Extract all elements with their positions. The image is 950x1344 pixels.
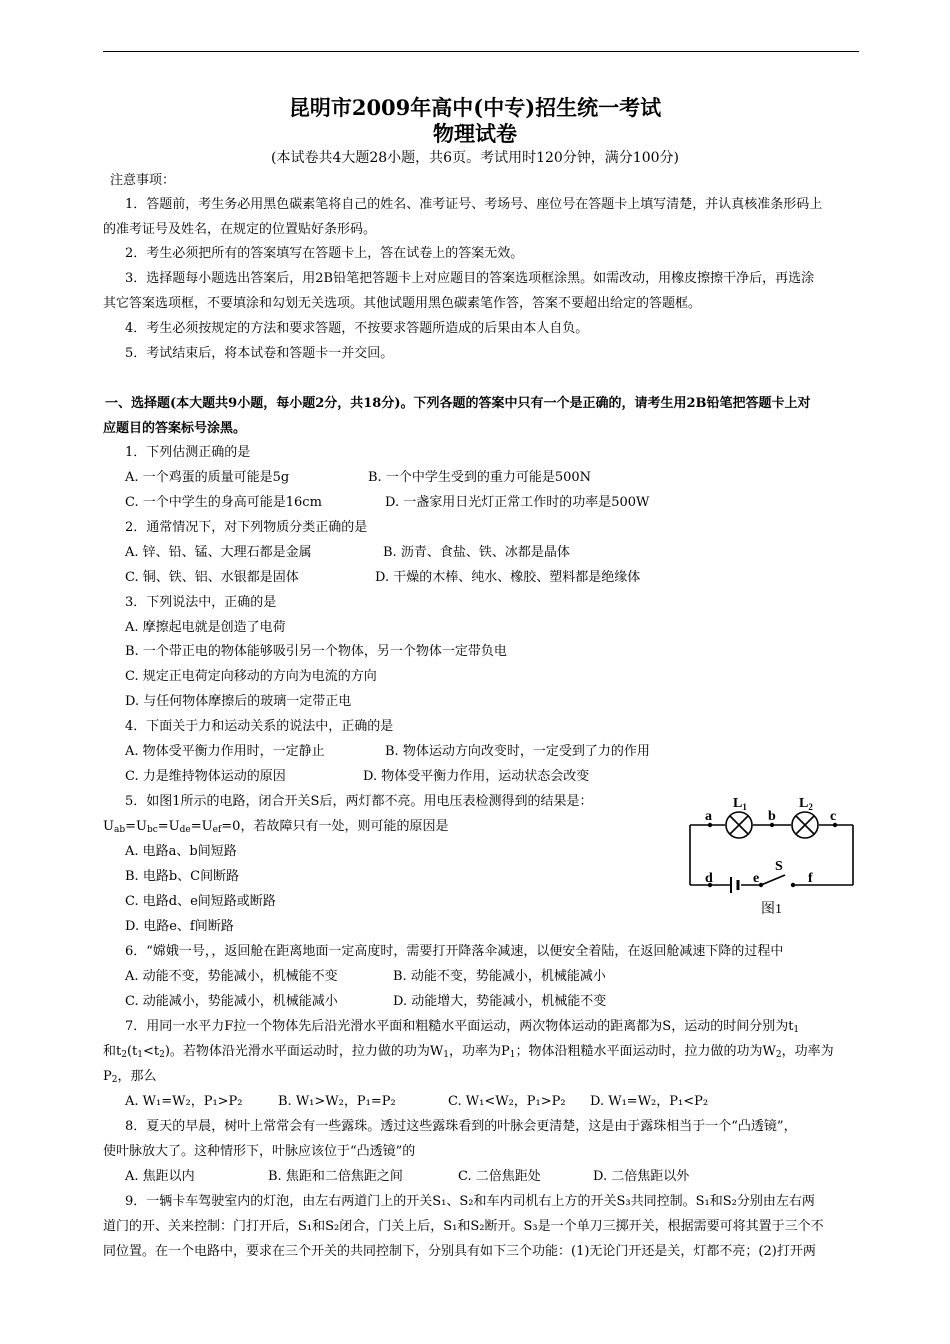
figure-caption: 图1 — [761, 902, 782, 917]
switch-label: S — [775, 859, 783, 874]
option: C. 动能减小，势能减小，机械能减小 — [125, 994, 338, 1009]
question-stem: 9．一辆卡车驾驶室内的灯泡，由左右两道门上的开关S₁、S₂和车内司机右上方的开关S₃共同控制。S₁和S₂分别由左右两 — [125, 1194, 815, 1209]
question-stem: 8．夏天的早晨，树叶上常常会有一些露珠。透过这些露珠看到的叶脉会更清楚，这是由于露珠相当于一个“凸透镜”， — [125, 1119, 797, 1134]
option: D. 二倍焦距以外 — [593, 1169, 690, 1184]
option: A. 一个鸡蛋的质量可能是5g — [125, 470, 290, 485]
option: A. 动能不变，势能减小，机械能不变 — [125, 969, 338, 984]
question-stem-cont: 使叶脉放大了。这种情形下，叶脉应该位于“凸透镜”的 — [103, 1144, 416, 1159]
exam-info: (本试卷共4大题28小题，共6页。考试用时120分钟，满分100分) — [271, 150, 679, 166]
option: B. 电路b、C间断路 — [125, 869, 240, 884]
option: C. 一个中学生的身高可能是16cm — [125, 495, 322, 510]
question-stem: 1．下列估测正确的是 — [125, 445, 251, 460]
option: B. 动能不变，势能减小，机械能减小 — [393, 969, 606, 984]
question-stem: 4．下面关于力和运动关系的说法中，正确的是 — [125, 719, 394, 734]
option: D. 电路e、f间断路 — [125, 919, 234, 934]
exam-subject: 物理试卷 — [433, 121, 517, 146]
note-line: 的准考证号及姓名，在规定的位置贴好条形码。 — [103, 222, 377, 237]
node-label: c — [830, 809, 837, 824]
option: A. 锌、铅、锰、大理石都是金属 — [125, 545, 312, 560]
question-stem: 7．用同一水平力F拉一个物体先后沿光滑水平面和粗糙水平面运动，两次物体运动的距离都为S，运动的时间分别为$t_1$ — [125, 1019, 800, 1035]
option: D. 干燥的木棒、纯水、橡胶、塑料都是绝缘体 — [375, 570, 641, 585]
question-stem: 3．下列说法中，正确的是 — [125, 595, 277, 610]
note-line: 2．考生必须把所有的答案填写在答题卡上，答在试卷上的答案无效。 — [125, 246, 524, 261]
node-label: f — [808, 871, 813, 886]
node-label: a — [705, 809, 712, 824]
exam-title: 昆明市2009年高中(中专)招生统一考试 — [288, 95, 662, 120]
option: D. 动能增大，势能减小，机械能不变 — [393, 994, 607, 1009]
question-stem: 6．“嫦娥一号，，返回舱在距离地面一定高度时，需要打开降落伞减速，以便安全着陆，在返回舱减速下降的过程中 — [125, 944, 784, 959]
option: C. 电路d、e间短路或断路 — [125, 894, 276, 909]
option: C. 规定正电荷定向移动的方向为电流的方向 — [125, 669, 377, 684]
header-rule — [103, 51, 859, 52]
circuit-diagram — [683, 790, 863, 920]
question-stem-cont: 同位置。在一个电路中，要求在三个开关的共同控制下，分别具有如下三个功能：(1)无论门开还是关，灯都不亮；(2)打开两 — [103, 1244, 816, 1259]
option: D. W₁=W₂，P₁<P₂ — [590, 1094, 709, 1109]
option: A. 焦距以内 — [125, 1169, 195, 1184]
note-line: 3．选择题每小题选出答案后，用2B铅笔把答题卡上对应题目的答案选项框涂黑。如需改动，用橡皮擦擦干净后，再选涂 — [125, 271, 815, 286]
question-stem-cont: $P_2$，那么 — [103, 1069, 157, 1085]
node-label: e — [753, 871, 760, 886]
option: B. 沥青、食盐、铁、冰都是晶体 — [383, 545, 570, 560]
notes-heading: 注意事项： — [110, 173, 176, 188]
option: D. 物体受平衡力作用，运动状态会改变 — [363, 769, 590, 784]
option: C. W₁<W₂，P₁>P₂ — [448, 1094, 566, 1109]
note-line: 其它答案选项框，不要填涂和勾划无关选项。其他试题用黑色碳素笔作答，答案不要超出给定的答题框。 — [103, 296, 702, 311]
section-heading: 一、选择题(本大题共9小题，每小题2分，共18分)。下列各题的答案中只有一个是正确的，请考生用2B铅笔把答题卡上对 — [105, 396, 811, 411]
option: B. W₁>W₂，P₁=P₂ — [278, 1094, 396, 1109]
question-stem-cont: 和$t_2(t_1<t_2)$。若物体沿光滑水平面运动时，拉力做的功为$W_1$，功率为$P_1$；物体沿粗糙水平面运动时，拉力做的功为$W_2$，功率为 — [103, 1044, 834, 1060]
option: B. 一个中学生受到的重力可能是500N — [368, 470, 592, 485]
note-line: 1．答题前，考生务必用黑色碳素笔将自己的姓名、准考证号、考场号、座位号在答题卡上填写清楚，并认真核准条形码上 — [125, 197, 823, 212]
question-stem: 2．通常情况下，对下列物质分类正确的是 — [125, 520, 368, 535]
question-condition: $U_{ab}=U_{bc}=U_{de}=U_{ef}=0$，若故障只有一处，则可能的原因是 — [103, 819, 449, 835]
option: B. 焦距和二倍焦距之间 — [268, 1169, 403, 1184]
option: C. 二倍焦距处 — [458, 1169, 541, 1184]
section-heading-cont: 应题目的答案标号涂黑。 — [103, 421, 247, 436]
option: C. 力是维持物体运动的原因 — [125, 769, 286, 784]
question-stem-cont: 道门的开、关来控制：门打开后，S₁和S₂闭合，门关上后，S₁和S₂断开。S₃是一个单刀三掷开关，根据需要可将其置于三个不 — [103, 1219, 824, 1234]
svg-text:L1: $L_1$ — [733, 796, 747, 812]
option: A. 物体受平衡力作用时，一定静止 — [125, 744, 325, 759]
node-label: d — [705, 871, 713, 886]
option: A. W₁=W₂，P₁>P₂ — [125, 1094, 243, 1109]
question-stem: 5．如图1所示的电路，闭合开关S后，两灯都不亮。用电压表检测得到的结果是： — [125, 794, 593, 809]
option: B. 一个带正电的物体能够吸引另一个物体，另一个物体一定带负电 — [125, 644, 507, 659]
note-line: 4．考生必须按规定的方法和要求答题，不按要求答题所造成的后果由本人自负。 — [125, 321, 589, 336]
option: D. 一盏家用日光灯正常工作时的功率是500W — [385, 495, 650, 510]
option: C. 铜、铁、铝、水银都是固体 — [125, 570, 299, 585]
option: B. 物体运动方向改变时，一定受到了力的作用 — [385, 744, 650, 759]
option: D. 与任何物体摩擦后的玻璃一定带正电 — [125, 694, 352, 709]
option: A. 摩擦起电就是创造了电荷 — [125, 620, 286, 635]
switch-icon — [761, 875, 785, 885]
svg-text:L2: $L_2$ — [799, 796, 813, 812]
option: A. 电路a、b间短路 — [125, 844, 237, 859]
node-label: b — [768, 809, 776, 824]
note-line: 5．考试结束后，将本试卷和答题卡一并交回。 — [125, 346, 394, 361]
